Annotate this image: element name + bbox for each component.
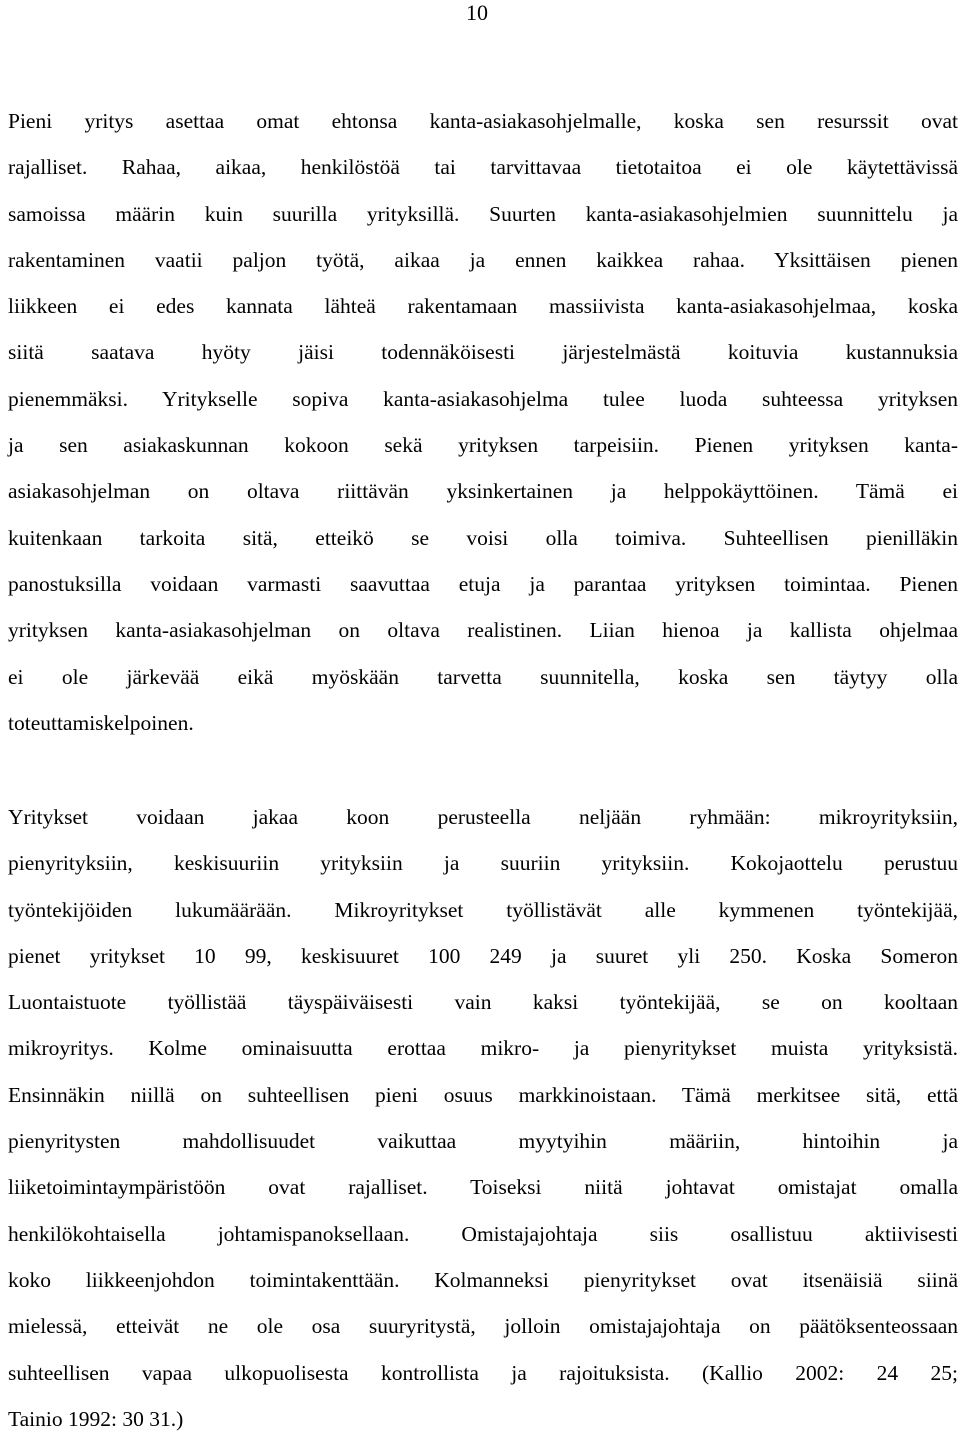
paragraph-1 [8, 98, 958, 746]
text-line: Luontaistuote työllistää täyspäiväisesti vain kaksi työntekijää, se on kooltaan [8, 990, 958, 1015]
text-line: liikkeen ei edes kannata lähteä rakentamaan massiivista kanta-asiakasohjelmaa, koska [8, 294, 958, 319]
text-line: liiketoimintaympäristöön ovat rajalliset. Toiseksi niitä johtavat omistajat omalla [8, 1175, 958, 1200]
text-line: henkilökohtaisella johtamispanoksellaan. Omistajajohtaja siis osallistuu aktiivisesti [8, 1221, 958, 1246]
text-line: rajalliset. Rahaa, aikaa, henkilöstöä tai tarvittavaa tietotaitoa ei ole käytettävissä [8, 155, 958, 180]
text-line: koko liikkeenjohdon toimintakenttään. Kolmanneksi pienyritykset ovat itsenäisiä siinä [8, 1267, 958, 1292]
text-line: mielessä, etteivät ne ole osa suuryritystä, jolloin omistajajohtaja on päätöksenteossaan [8, 1314, 958, 1339]
text-line: toteuttamiskelpoinen. [8, 710, 194, 735]
text-line: pienemmäksi. Yritykselle sopiva kanta-asiakasohjelma tulee luoda suhteessa yrityksen [8, 386, 958, 411]
text-line: asiakasohjelman on oltava riittävän yksinkertainen ja helppokäyttöinen. Tämä ei [8, 479, 958, 504]
text-line: työntekijöiden lukumäärään. Mikroyritykset työllistävät alle kymmenen työntekijää, [8, 897, 958, 922]
text-line: yrityksen kanta-asiakasohjelman on oltava realistinen. Liian hienoa ja kallista ohjelmaa [8, 618, 958, 643]
text-line: Pieni yritys asettaa omat ehtonsa kanta-asiakasohjelmalle, koska sen resurssit ovat [8, 109, 958, 133]
text-line: ei ole järkevää eikä myöskään tarvetta suunnitella, koska sen täytyy olla [8, 664, 958, 689]
text-line: panostuksilla voidaan varmasti saavuttaa etuja ja parantaa yrityksen toimintaa. Pienen [8, 571, 958, 596]
text-line: suhteellisen vapaa ulkopuolisesta kontrollista ja rajoituksista. (Kallio 2002: 24 25; [8, 1360, 958, 1385]
text-line: mikroyritys. Kolme ominaisuutta erottaa mikro- ja pienyritykset muista yrityksistä. [8, 1036, 958, 1061]
text-line: Ensinnäkin niillä on suhteellisen pieni osuus markkinoistaan. Tämä merkitsee sitä, että [8, 1082, 958, 1107]
text-line: pienyritysten mahdollisuudet vaikuttaa myytyihin määriin, hintoihin ja [8, 1129, 958, 1154]
text-line: kuitenkaan tarkoita sitä, etteikö se voisi olla toimiva. Suhteellisen pienilläkin [8, 525, 958, 550]
text-line: Tainio 1992: 30 31.) [8, 1406, 184, 1431]
text-line: pienyrityksiin, keskisuuriin yrityksiin ja suuriin yrityksiin. Kokojaottelu perustuu [8, 851, 958, 876]
text-line: rakentaminen vaatii paljon työtä, aikaa ja ennen kaikkea rahaa. Yksittäisen pienen [8, 247, 958, 272]
text-line: siitä saatava hyöty jäisi todennäköisesti järjestelmästä koituvia kustannuksia [8, 340, 958, 365]
text-line: samoissa määrin kuin suurilla yrityksillä. Suurten kanta-asiakasohjelmien suunnittelu ja [8, 201, 958, 226]
text-line: Yritykset voidaan jakaa koon perusteella neljään ryhmään: mikroyrityksiin, [8, 805, 958, 829]
text-line: ja sen asiakaskunnan kokoon sekä yrityksen tarpeisiin. Pienen yrityksen kanta- [8, 433, 958, 458]
paragraph-2 [8, 794, 958, 1442]
text-line: pienet yritykset 10 99, keskisuuret 100 249 ja suuret yli 250. Koska Someron [8, 943, 958, 968]
page-number: 10 [466, 0, 488, 25]
